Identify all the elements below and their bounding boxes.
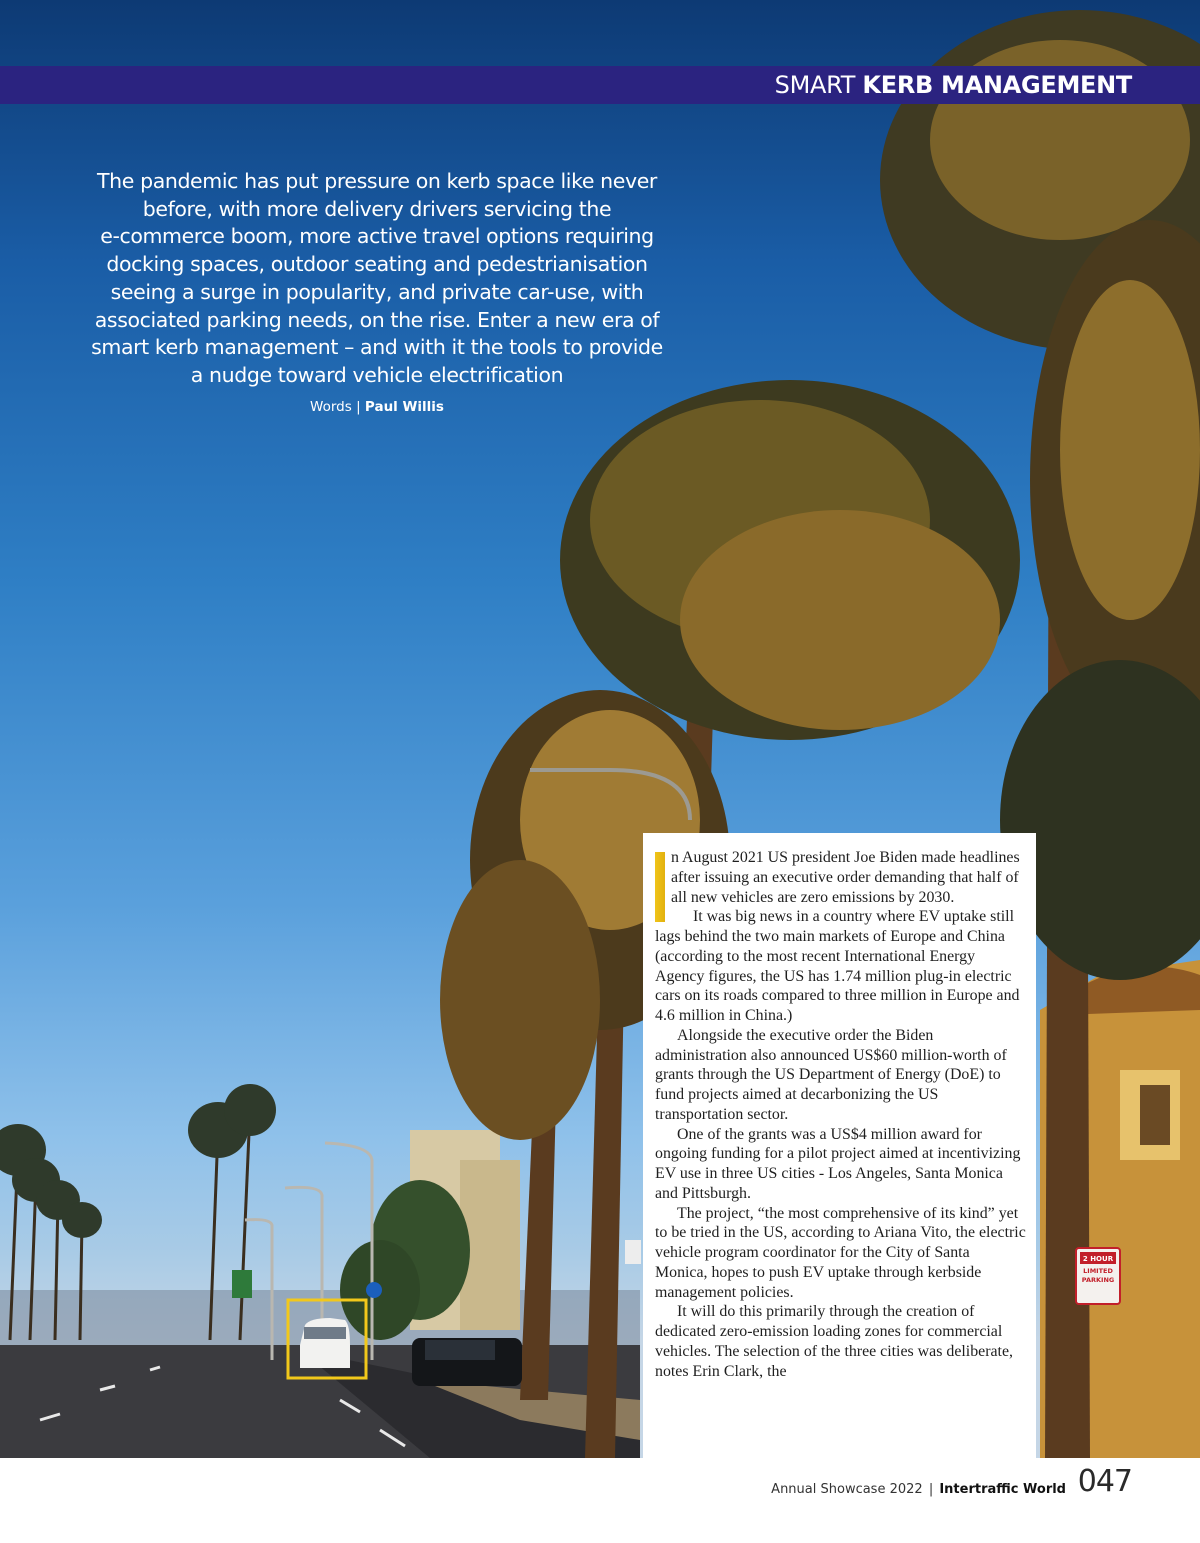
standfirst-line: The pandemic has put pressure on kerb space like never <box>97 169 657 193</box>
article-paragraph: It will do this primarily through the creation of dedicated zero-emission loading zones for commercial vehicles. The selection of the three cities was deliberate, notes Erin Clark, the <box>655 1303 1013 1380</box>
parking-sign-line1: 2 HOUR <box>1082 1255 1114 1263</box>
article-paragraph: It was big news in a country where EV uptake still lags behind the two main markets of Europe and China (according to the most recent International Energy Agency figures, the US has 1.74 million plug-in electric cars on its roads compared to three million in Europe and 4.6 million in China.) <box>655 908 1020 1024</box>
article-column <box>643 833 1036 1458</box>
standfirst <box>80 168 674 390</box>
article-paragraph: One of the grants was a US$4 million award for ongoing funding for a pilot project aimed at incentivizing EV use in three US cities - Los Angeles, Santa Monica and Pittsburgh. <box>655 1125 1021 1202</box>
section-title-light: SMART <box>774 71 863 99</box>
footer-separator: | <box>928 1482 934 1497</box>
byline <box>80 399 674 415</box>
standfirst-line: e-commerce boom, more active travel options requiring <box>100 224 654 249</box>
section-title-bold: KERB MANAGEMENT <box>862 71 1132 99</box>
parking-sign-line3: PARKING <box>1081 1276 1115 1284</box>
page-footer <box>771 1482 1066 1497</box>
byline-separator: | <box>351 399 365 415</box>
drop-cap-bar <box>655 852 665 922</box>
drop-cap <box>655 852 665 922</box>
standfirst-line: associated parking needs, on the rise. Enter a new era of <box>94 307 660 332</box>
page-number: 047 <box>1077 1464 1132 1499</box>
standfirst-line: a nudge toward vehicle electrification <box>190 362 564 387</box>
byline-label: Words <box>310 399 352 415</box>
article-paragraph-first <box>655 848 1026 907</box>
standfirst-line: seeing a surge in popularity, and private car-use, with <box>110 279 644 304</box>
paragraph-text: n August 2021 US president Joe Biden made headlines after issuing an executive order demanding that half of all new vehicles are zero emissions by 2030. <box>671 849 1020 906</box>
footer-publication: Intertraffic World <box>939 1482 1066 1497</box>
article-paragraph: Alongside the executive order the Biden administration also announced US$60 million-worth of grants through the US Department of Energy (DoE) to fund projects aimed at decarbonizing the US transportation sector. <box>655 1026 1007 1123</box>
section-title <box>775 71 1132 99</box>
standfirst-line: before, with more delivery drivers servicing the <box>142 196 612 221</box>
standfirst-line: smart kerb management – and with it the tools to provide <box>91 335 663 360</box>
standfirst-line: docking spaces, outdoor seating and pedestrianisation <box>106 252 648 277</box>
article-body <box>655 848 1026 1381</box>
footer-issue: Annual Showcase 2022 <box>771 1482 923 1497</box>
article-paragraph: The project, “the most comprehensive of its kind” yet to be tried in the US, according to Ariana Vito, the electric vehicle program coordinator for the City of Santa Monica, hopes to push EV uptake through kerbside management policies. <box>655 1204 1026 1301</box>
section-banner <box>0 66 1200 104</box>
byline-author: Paul Willis <box>364 399 444 415</box>
parking-sign-line2: LIMITED <box>1083 1267 1113 1275</box>
